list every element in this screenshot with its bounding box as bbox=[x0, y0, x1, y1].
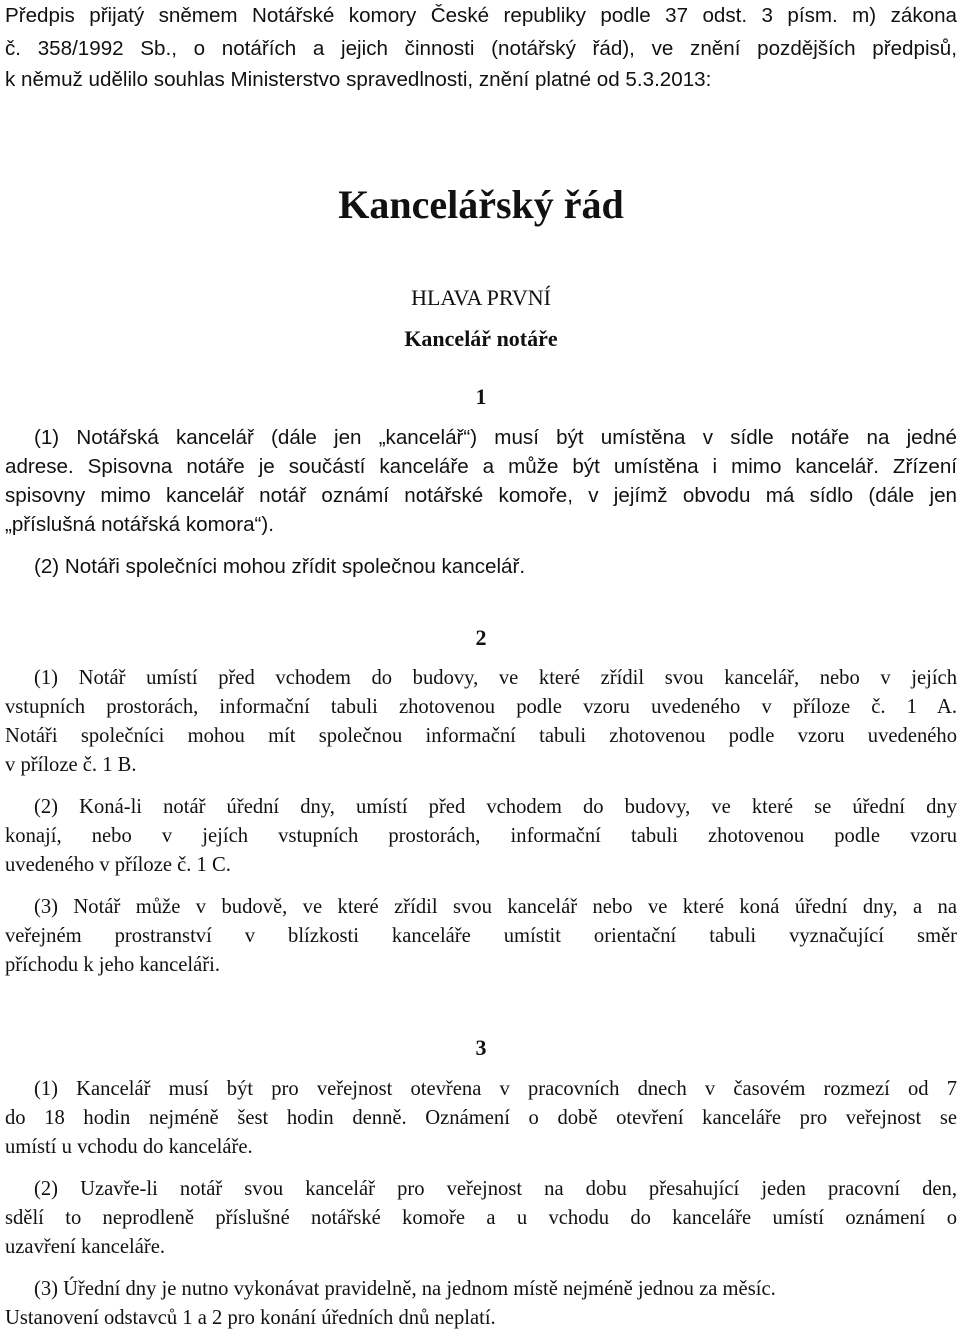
preamble-line: k němuž udělilo souhlas Ministerstvo spravedlnosti, znění platné od 5.3.2013: bbox=[5, 68, 712, 91]
paragraph-line: (3) Úřední dny je nutno vykonávat pravidelně, na jednom místě nejméně jednou za měsíc. bbox=[34, 1278, 776, 1300]
preamble-line: Předpis přijatý sněmem Notářské komory České republiky podle 37 odst. 3 písm. m) zákona bbox=[5, 4, 957, 27]
paragraph-line: (1) Notář umístí před vchodem do budovy, ve které zřídil svou kancelář, nebo v jejích bbox=[34, 667, 957, 689]
paragraph-line: (3) Notář může v budově, ve které zřídil svou kancelář nebo ve které koná úřední dny, a na bbox=[34, 896, 957, 918]
preamble-line: č. 358/1992 Sb., o notářích a jejich činnosti (notářský řád), ve znění pozdějších předpisů, bbox=[5, 37, 957, 60]
paragraph-line: (1) Kancelář musí být pro veřejnost otevřena v pracovních dnech v časovém rozmezí od 7 bbox=[34, 1078, 957, 1100]
paragraph-line: (1) Notářská kancelář (dále jen „kancelář“) musí být umístěna v sídle notáře na jedné bbox=[34, 426, 957, 449]
paragraph-line: Notáři společníci mohou mít společnou informační tabuli zhotovenou podle vzoru uvedeného bbox=[5, 725, 957, 747]
chapter-subtitle: Kancelář notáře bbox=[404, 326, 558, 351]
chapter-label: HLAVA PRVNÍ bbox=[411, 285, 551, 310]
paragraph-line: „příslušná notářská komora“). bbox=[5, 513, 274, 536]
section-heading: 3 bbox=[475, 1035, 487, 1060]
paragraph-line: (2) Uzavře-li notář svou kancelář pro veřejnost na dobu přesahující jeden pracovní den, bbox=[34, 1178, 957, 1200]
paragraph-line: příchodu k jeho kanceláři. bbox=[5, 954, 221, 976]
paragraph-line: Ustanovení odstavců 1 a 2 pro konání úředních dnů neplatí. bbox=[5, 1307, 496, 1329]
paragraph-line: konají, nebo v jejích vstupních prostorách, informační tabuli zhotovenou podle vzoru bbox=[5, 825, 957, 847]
section-heading: 1 bbox=[475, 384, 487, 409]
paragraph-line: veřejném prostranství v blízkosti kanceláře umístit orientační tabuli vyznačující směr bbox=[5, 925, 957, 947]
paragraph-line: spisovny mimo kancelář notář oznámí notářské komoře, v jejímž obvodu má sídlo (dále jen bbox=[5, 484, 957, 507]
paragraph-line: (2) Koná-li notář úřední dny, umístí před vchodem do budovy, ve které se úřední dny bbox=[34, 796, 957, 818]
document-title: Kancelářský řád bbox=[338, 182, 624, 227]
paragraph-line: (2) Notáři společníci mohou zřídit společnou kancelář. bbox=[34, 555, 526, 578]
paragraph-line: umístí u vchodu do kanceláře. bbox=[5, 1136, 253, 1158]
paragraph-line: adrese. Spisovna notáře je součástí kanceláře a může být umístěna i mimo kancelář. Zřízení bbox=[5, 455, 957, 478]
paragraph-line: do 18 hodin nejméně šest hodin denně. Oznámení o době otevření kanceláře pro veřejnost se bbox=[5, 1107, 957, 1129]
paragraph-line: v příloze č. 1 B. bbox=[5, 754, 137, 776]
paragraph-line: vstupních prostorách, informační tabuli zhotovenou podle vzoru uvedeného v příloze č. 1 A. bbox=[5, 696, 957, 718]
paragraph-line: sdělí to neprodleně příslušné notářské komoře a u vchodu do kanceláře umístí oznámení o bbox=[5, 1207, 957, 1229]
paragraph-line: uvedeného v příloze č. 1 C. bbox=[5, 854, 231, 876]
paragraph-line: uzavření kanceláře. bbox=[5, 1236, 166, 1258]
section-heading: 2 bbox=[475, 625, 487, 650]
